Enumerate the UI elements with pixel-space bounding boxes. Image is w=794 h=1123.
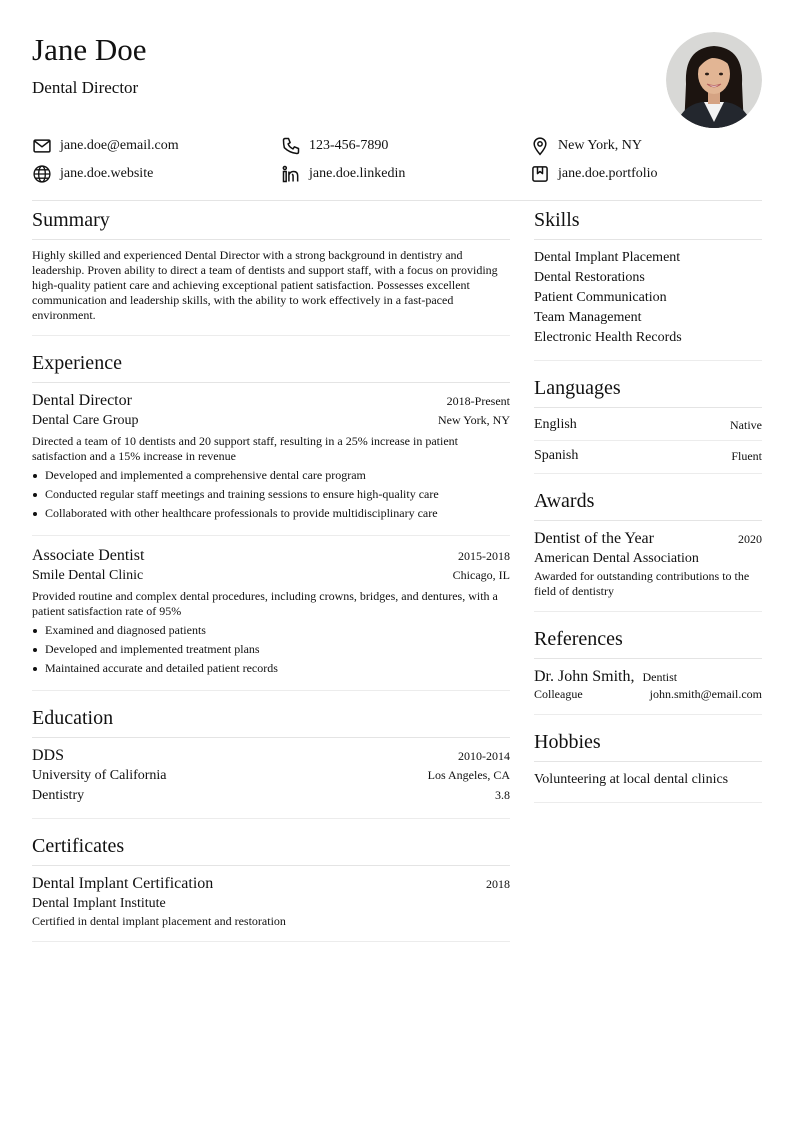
languages-heading: Languages <box>534 375 762 408</box>
job-bullet: Examined and diagnosed patients <box>45 623 510 638</box>
location-pin-icon <box>530 136 550 156</box>
education-section <box>32 705 510 819</box>
award-year: 2020 <box>738 532 762 546</box>
certificates-heading: Certificates <box>32 833 510 866</box>
header-divider <box>32 200 762 201</box>
language-name: Spanish <box>534 448 579 463</box>
phone-icon <box>281 136 301 156</box>
hobbies-heading: Hobbies <box>534 729 762 762</box>
skills-section <box>534 207 762 361</box>
globe-icon <box>32 164 52 184</box>
website-text: jane.doe.website <box>60 166 154 181</box>
summary-heading: Summary <box>32 207 510 240</box>
right-column <box>534 207 762 803</box>
mail-icon <box>32 136 52 156</box>
skill-item: Team Management <box>534 310 642 325</box>
skill-item: Electronic Health Records <box>534 330 682 345</box>
gpa: 3.8 <box>495 788 510 802</box>
profile-photo <box>666 32 762 128</box>
linkedin-text: jane.doe.linkedin <box>309 166 406 181</box>
contact-info <box>32 134 762 190</box>
hobbies-section <box>534 729 762 803</box>
job-bullet: Maintained accurate and detailed patient records <box>45 661 510 676</box>
reference-relation: Colleague <box>534 687 583 701</box>
resume-name: Jane Doe <box>32 32 147 67</box>
portfolio-text: jane.doe.portfolio <box>558 166 658 181</box>
languages-section <box>534 375 762 474</box>
reference-email[interactable]: john.smith@email.com <box>649 687 762 701</box>
awards-heading: Awards <box>534 488 762 521</box>
job-bullets <box>32 623 510 676</box>
education-heading: Education <box>32 705 510 738</box>
job-description: Provided routine and complex dental procedures, including crowns, bridges, and dentures, with a patient satisfaction rate of 95% <box>32 589 498 618</box>
job-bullet: Developed and implemented a comprehensive dental care program <box>45 468 510 483</box>
hobby-item: Volunteering at local dental clinics <box>534 772 729 787</box>
education-dates: 2010-2014 <box>458 749 510 763</box>
experience-heading: Experience <box>32 350 510 383</box>
job-bullet: Developed and implemented treatment plans <box>45 642 510 657</box>
skill-item: Patient Communication <box>534 290 667 305</box>
experience-section <box>32 350 510 691</box>
email-text: jane.doe@email.com <box>60 138 179 153</box>
skill-item: Dental Implant Placement <box>534 250 681 265</box>
contact-location <box>530 134 642 158</box>
contact-website[interactable] <box>32 162 153 186</box>
references-heading: References <box>534 626 762 659</box>
phone-text: 123-456-7890 <box>309 138 389 153</box>
language-name: English <box>534 417 577 432</box>
experience-entry <box>32 391 510 536</box>
field-of-study: Dentistry <box>32 788 85 803</box>
contact-portfolio[interactable] <box>530 162 658 186</box>
certificate-issuer: Dental Implant Institute <box>32 896 166 911</box>
job-bullet: Collaborated with other healthcare professionals to provide multidisciplinary care <box>45 506 510 521</box>
language-row <box>534 440 762 469</box>
award-description: Awarded for outstanding contributions to the field of dentistry <box>534 569 750 598</box>
school: University of California <box>32 768 167 783</box>
certificate-name: Dental Implant Certification <box>32 875 214 892</box>
reference-role: Dentist <box>642 670 678 684</box>
summary-text: Highly skilled and experienced Dental Director with a strong background in dentistry and leadership. Proven ability to direct a team of dentists and support staff, with a focus on providing high-quality patient care and achieving exceptional patient satisfaction. Possesses excellent communication and leadership skills, with the ability to work effectively in a fast-paced environment. <box>32 248 498 322</box>
language-level: Native <box>730 417 762 432</box>
linkedin-icon <box>281 164 301 184</box>
language-level: Fluent <box>731 448 762 463</box>
job-location: Chicago, IL <box>452 568 510 582</box>
job-role: Associate Dentist <box>32 547 145 564</box>
portfolio-bookmark-icon <box>530 164 550 184</box>
skill-item: Dental Restorations <box>534 270 645 285</box>
job-dates: 2015-2018 <box>458 549 510 563</box>
certificate-description: Certified in dental implant placement and restoration <box>32 914 286 928</box>
resume-title: Dental Director <box>32 78 139 97</box>
job-role: Dental Director <box>32 392 132 409</box>
contact-email[interactable] <box>32 134 179 158</box>
certificate-year: 2018 <box>486 877 510 891</box>
contact-phone[interactable] <box>281 134 388 158</box>
awards-section <box>534 488 762 612</box>
degree: DDS <box>32 747 65 764</box>
experience-entry <box>32 536 510 691</box>
references-section <box>534 626 762 715</box>
job-bullets <box>32 468 510 521</box>
certificates-section <box>32 833 510 942</box>
job-dates: 2018-Present <box>446 394 510 408</box>
award-issuer: American Dental Association <box>534 551 699 566</box>
location-text: New York, NY <box>558 138 643 153</box>
award-title: Dentist of the Year <box>534 530 654 547</box>
skills-heading: Skills <box>534 207 762 240</box>
job-company: Smile Dental Clinic <box>32 568 144 583</box>
job-bullet: Conducted regular staff meetings and training sessions to ensure high-quality care <box>45 487 510 502</box>
school-location: Los Angeles, CA <box>427 768 510 782</box>
left-column <box>32 207 510 942</box>
language-row <box>534 412 762 438</box>
summary-section <box>32 207 510 336</box>
job-location: New York, NY <box>437 413 510 427</box>
contact-linkedin[interactable] <box>281 162 405 186</box>
job-company: Dental Care Group <box>32 413 139 428</box>
reference-name: Dr. John Smith, <box>534 668 635 685</box>
job-description: Directed a team of 10 dentists and 20 support staff, resulting in a 25% increase in patient satisfaction and a 15% increase in revenue <box>32 434 458 463</box>
